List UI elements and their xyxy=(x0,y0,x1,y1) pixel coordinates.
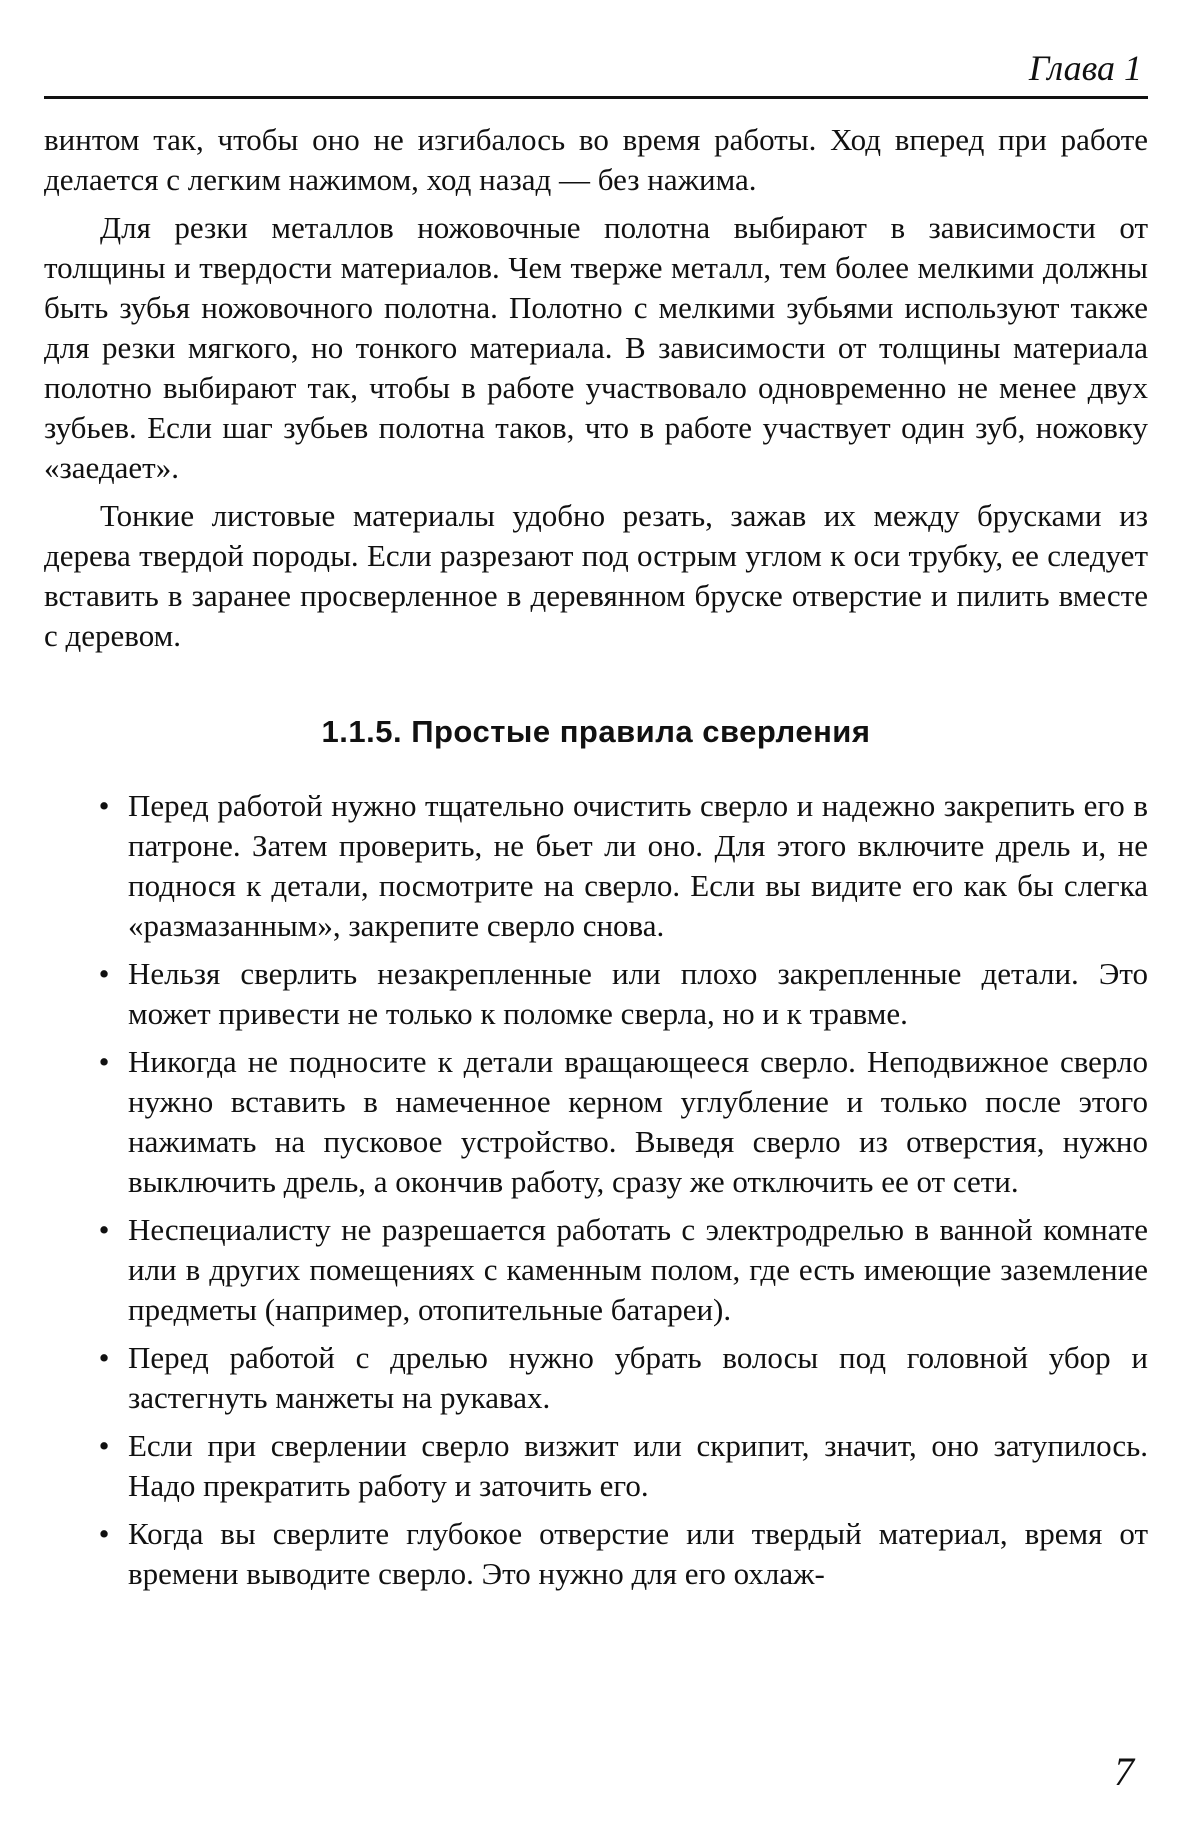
list-item-text: Неспециалисту не разрешается работать с электродрелью в ванной комнате или в других помещениях с каменным полом, где есть имеющие заземление предметы (например, отопительные батареи). xyxy=(128,1212,1148,1327)
bullet-icon: • xyxy=(98,956,110,991)
list-item xyxy=(44,1426,1148,1506)
running-header xyxy=(44,46,1148,99)
section-heading: 1.1.5. Простые правила сверления xyxy=(321,714,871,749)
list-item xyxy=(44,1042,1148,1202)
chapter-title: Глава 1 xyxy=(1028,48,1142,88)
paragraph: Для резки металлов ножовочные полотна выбирают в зависимости от толщины и твердости материалов. Чем тверже металл, тем более мелкими должны быть зубья ножовочного полотна. Полотно с мелкими зубьями используют также для резки мягкого, но тонкого материала. В зависимости от толщины материала полотно выбирают так, чтобы в работе участвовало одновременно не менее двух зубьев. Если шаг зубьев полотна таков, что в работе участвует один зуб, ножовку «заедает». xyxy=(44,210,1148,485)
bullet-icon: • xyxy=(98,1516,110,1551)
list-item-text: Перед работой нужно тщательно очистить сверло и надежно закрепить его в патроне. Затем проверить, не бьет ли оно. Для этого включите дрель и, не поднося к детали, посмотрите на сверло. Если вы видите его как бы слегка «размазанным», закрепите сверло снова. xyxy=(128,788,1148,943)
bullet-icon: • xyxy=(98,1428,110,1463)
drilling-rules-list xyxy=(44,786,1148,1594)
bullet-icon: • xyxy=(98,788,110,823)
paragraph: винтом так, чтобы оно не изгибалось во время работы. Ход вперед при работе делается с легким нажимом, ход назад — без нажима. xyxy=(44,122,1148,197)
list-item xyxy=(44,954,1148,1034)
book-page xyxy=(44,0,1148,1830)
list-item-text: Перед работой с дрелью нужно убрать волосы под головной убор и застегнуть манжеты на рукавах. xyxy=(128,1340,1148,1415)
list-item-text: Если при сверлении сверло визжит или скрипит, значит, оно затупилось. Надо прекратить работу и заточить его. xyxy=(128,1428,1148,1503)
page-number: 7 xyxy=(1114,1749,1134,1794)
paragraph: Тонкие листовые материалы удобно резать, зажав их между брусками из дерева твердой породы. Если разрезают под острым углом к оси трубку, ее следует вставить в заранее просверленное в деревянном бруске отверстие и пилить вместе с деревом. xyxy=(44,498,1148,653)
bullet-icon: • xyxy=(98,1340,110,1375)
list-item xyxy=(44,786,1148,946)
list-item-text: Никогда не подносите к детали вращающееся сверло. Неподвижное сверло нужно вставить в намеченное керном углубление и только после этого нажимать на пусковое устройство. Выведя сверло из отверстия, нужно выключить дрель, а окончив работу, сразу же отключить ее от сети. xyxy=(128,1044,1148,1199)
list-item xyxy=(44,1210,1148,1330)
page-body xyxy=(44,120,1148,1602)
list-item-text: Нельзя сверлить незакрепленные или плохо закрепленные детали. Это может привести не только к поломке сверла, но и к травме. xyxy=(128,956,1148,1031)
list-item xyxy=(44,1338,1148,1418)
bullet-icon: • xyxy=(98,1044,110,1079)
list-item-text: Когда вы сверлите глубокое отверстие или твердый материал, время от времени выводите сверло. Это нужно для его охлаж- xyxy=(128,1516,1148,1591)
bullet-icon: • xyxy=(98,1212,110,1247)
list-item xyxy=(44,1514,1148,1594)
